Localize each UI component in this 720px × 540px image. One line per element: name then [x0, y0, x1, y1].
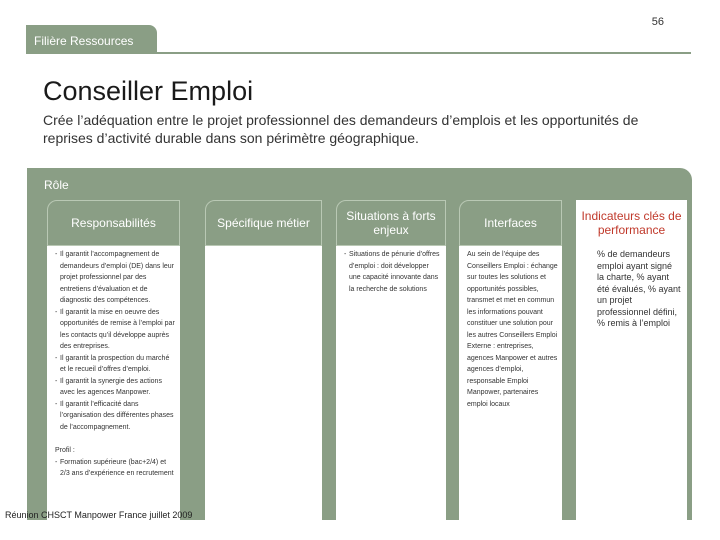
responsabilite-item: - Il garantit la synergie des actions avec les agences Manpower.: [55, 376, 176, 399]
header-divider: [26, 52, 691, 54]
specifique-header: Spécifique métier: [205, 200, 322, 246]
situation-item: - Situations de pénurie d’offres d’emploi : doit développer une capacité innovante dans la recherche de solutions: [344, 249, 442, 295]
responsabilite-item: - Il garantit la prospection du marché et le recueil d’offres d’emploi.: [55, 353, 176, 376]
responsabilites-header: Responsabilités: [47, 200, 180, 246]
interfaces-text: Au sein de l’équipe des Conseillers Emploi : échange sur toutes les solutions et opportunités possibles, transmet et met en commun les informations pouvant constituer une solution pour les autres Conseillers Emploi Externe : entreprises, agences Manpower et autres agences d’emploi, responsable Emploi Manpower, partenaires emploi locaux: [467, 251, 558, 408]
responsabilite-item: - Il garantit l’accompagnement de demandeurs d’emploi (DE) dans leur projet professionnel par des entretiens d’évaluation et de diagnostic des compétences.: [55, 249, 176, 307]
profil-label: Profil :: [55, 447, 75, 454]
filiere-label: Filière Ressources: [34, 34, 134, 48]
responsabilites-list: [55, 249, 176, 433]
responsabilite-item: - Il garantit la mise en oeuvre des opportunités de remise à l’emploi par les contacts qu’il développe auprès des entreprises.: [55, 307, 176, 353]
page-title: Conseiller Emploi: [43, 76, 254, 106]
situations-header: Situations à forts enjeux: [336, 200, 446, 246]
indicateurs-header: Indicateurs clés de performance: [576, 200, 687, 246]
page-number: 56: [651, 16, 664, 28]
role-label: Rôle: [44, 178, 69, 192]
situations-list: [344, 249, 442, 295]
indicateurs-text: % de demandeurs emploi ayant signé la charte, % ayant été évalués, % ayant un projet professionnel défini, % remis à l’emploi: [597, 249, 681, 328]
interfaces-header: Interfaces: [459, 200, 562, 246]
interfaces-body: [459, 246, 562, 520]
profil-list: [55, 457, 176, 480]
situations-body: [336, 246, 446, 520]
responsabilite-item: - Il garantit l’efficacité dans l’organisation des différentes phases de l’accompagnement.: [55, 399, 176, 434]
indicateurs-body: [576, 246, 687, 520]
responsabilites-body: [47, 246, 180, 520]
page-description: Crée l’adéquation entre le projet professionnel des demandeurs d’emplois et les opportunités de reprises d’activité durable dans son périmètre géographique.: [43, 112, 639, 146]
specifique-body: [205, 246, 322, 520]
profil-item: - Formation supérieure (bac+2/4) et 2/3 ans d’expérience en recrutement: [55, 457, 176, 480]
footer: Réunion CHSCT Manpower France juillet 2009: [5, 510, 193, 520]
